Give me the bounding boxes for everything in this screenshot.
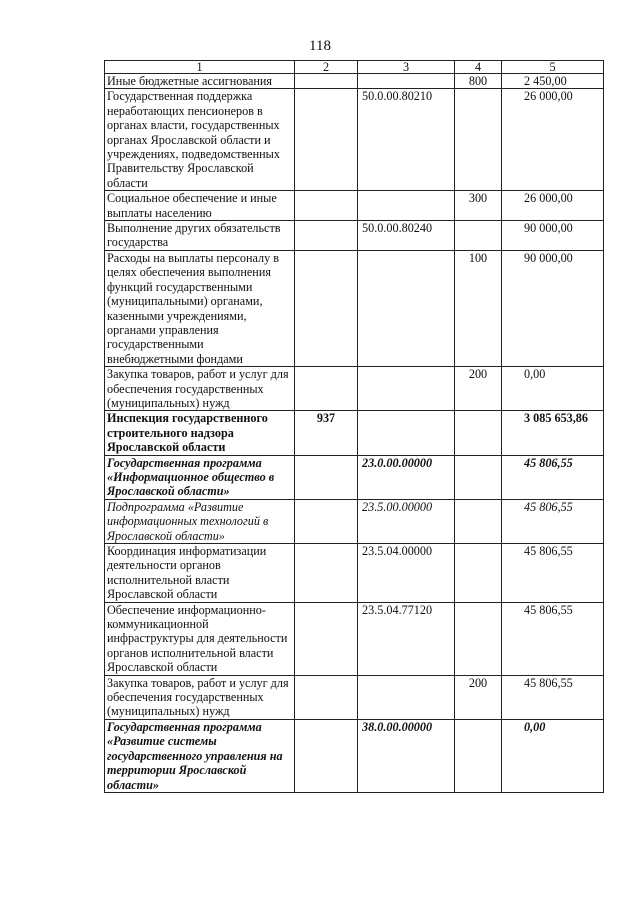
row-amount-cell: 2 450,00 (502, 74, 604, 89)
table-row (105, 675, 604, 719)
row-name-cell: Расходы на выплаты персоналу в целях обеспечения выполнения функций государственными (муниципальными) органами, казенными учреждениями, органами управления государственными внебюджетными фондами (105, 250, 295, 366)
row-name-cell: Закупка товаров, работ и услуг для обеспечения государственных (муниципальных) нужд (105, 675, 295, 719)
row-name-cell: Инспекция государственного строительного надзора Ярославской области (105, 411, 295, 455)
row-vr-cell: 300 (455, 191, 502, 221)
table-row (105, 602, 604, 675)
column-header: 5 (502, 61, 604, 74)
column-header: 3 (358, 61, 455, 74)
row-dept-cell (295, 250, 358, 366)
row-vr-cell: 200 (455, 675, 502, 719)
row-code-cell (358, 411, 455, 455)
row-vr-cell (455, 221, 502, 251)
row-code-cell: 23.5.04.77120 (358, 602, 455, 675)
row-dept-cell (295, 89, 358, 191)
column-header: 1 (105, 61, 295, 74)
row-dept-cell (295, 675, 358, 719)
row-code-cell (358, 191, 455, 221)
row-amount-cell: 26 000,00 (502, 89, 604, 191)
column-header: 4 (455, 61, 502, 74)
table-row (105, 74, 604, 89)
row-name-cell: Государственная программа «Информационное общество в Ярославской области» (105, 455, 295, 499)
row-name-cell: Государственная программа «Развитие системы государственного управления на территории Ярославской области» (105, 719, 295, 792)
row-name-cell: Обеспечение информационно-коммуникационной инфраструктуры для деятельности органов исполнительной власти Ярославской области (105, 602, 295, 675)
row-name-cell: Иные бюджетные ассигнования (105, 74, 295, 89)
row-amount-cell: 45 806,55 (502, 675, 604, 719)
row-vr-cell (455, 455, 502, 499)
table-row (105, 221, 604, 251)
row-dept-cell (295, 221, 358, 251)
table-row (105, 191, 604, 221)
row-dept-cell: 937 (295, 411, 358, 455)
table-row (105, 544, 604, 603)
budget-table (104, 60, 604, 793)
row-vr-cell (455, 719, 502, 792)
row-code-cell: 50.0.00.80210 (358, 89, 455, 191)
row-dept-cell (295, 74, 358, 89)
table-row (105, 411, 604, 455)
row-name-cell: Выполнение других обязательств государства (105, 221, 295, 251)
row-vr-cell (455, 602, 502, 675)
table-row (105, 367, 604, 411)
table-row (105, 455, 604, 499)
row-amount-cell: 45 806,55 (502, 602, 604, 675)
row-name-cell: Государственная поддержка неработающих пенсионеров в органах власти, государственных органах Ярославской области и учреждениях, подведомственных Правительству Ярославской области (105, 89, 295, 191)
row-amount-cell: 45 806,55 (502, 544, 604, 603)
row-dept-cell (295, 367, 358, 411)
row-amount-cell: 3 085 653,86 (502, 411, 604, 455)
row-code-cell: 23.5.04.00000 (358, 544, 455, 603)
row-vr-cell: 200 (455, 367, 502, 411)
row-dept-cell (295, 191, 358, 221)
row-code-cell: 23.5.00.00000 (358, 499, 455, 543)
row-code-cell: 38.0.00.00000 (358, 719, 455, 792)
row-amount-cell: 90 000,00 (502, 221, 604, 251)
row-amount-cell: 0,00 (502, 719, 604, 792)
table-row (105, 499, 604, 543)
row-name-cell: Координация информатизации деятельности органов исполнительной власти Ярославской области (105, 544, 295, 603)
row-name-cell: Закупка товаров, работ и услуг для обеспечения государственных (муниципальных) нужд (105, 367, 295, 411)
row-vr-cell: 800 (455, 74, 502, 89)
column-header: 2 (295, 61, 358, 74)
row-amount-cell: 26 000,00 (502, 191, 604, 221)
table-row (105, 719, 604, 792)
row-name-cell: Подпрограмма «Развитие информационных технологий в Ярославской области» (105, 499, 295, 543)
row-dept-cell (295, 602, 358, 675)
row-dept-cell (295, 719, 358, 792)
row-vr-cell (455, 544, 502, 603)
row-vr-cell (455, 411, 502, 455)
row-dept-cell (295, 499, 358, 543)
row-name-cell: Социальное обеспечение и иные выплаты населению (105, 191, 295, 221)
page-number: 118 (309, 38, 331, 54)
row-amount-cell: 45 806,55 (502, 455, 604, 499)
row-code-cell (358, 675, 455, 719)
row-vr-cell: 100 (455, 250, 502, 366)
row-vr-cell (455, 499, 502, 543)
table-row (105, 250, 604, 366)
table-header-row (105, 61, 604, 74)
row-code-cell (358, 250, 455, 366)
row-code-cell: 50.0.00.80240 (358, 221, 455, 251)
row-amount-cell: 90 000,00 (502, 250, 604, 366)
row-code-cell: 23.0.00.00000 (358, 455, 455, 499)
table-row (105, 89, 604, 191)
row-code-cell (358, 367, 455, 411)
row-dept-cell (295, 455, 358, 499)
row-amount-cell: 45 806,55 (502, 499, 604, 543)
row-code-cell (358, 74, 455, 89)
row-vr-cell (455, 89, 502, 191)
row-amount-cell: 0,00 (502, 367, 604, 411)
row-dept-cell (295, 544, 358, 603)
